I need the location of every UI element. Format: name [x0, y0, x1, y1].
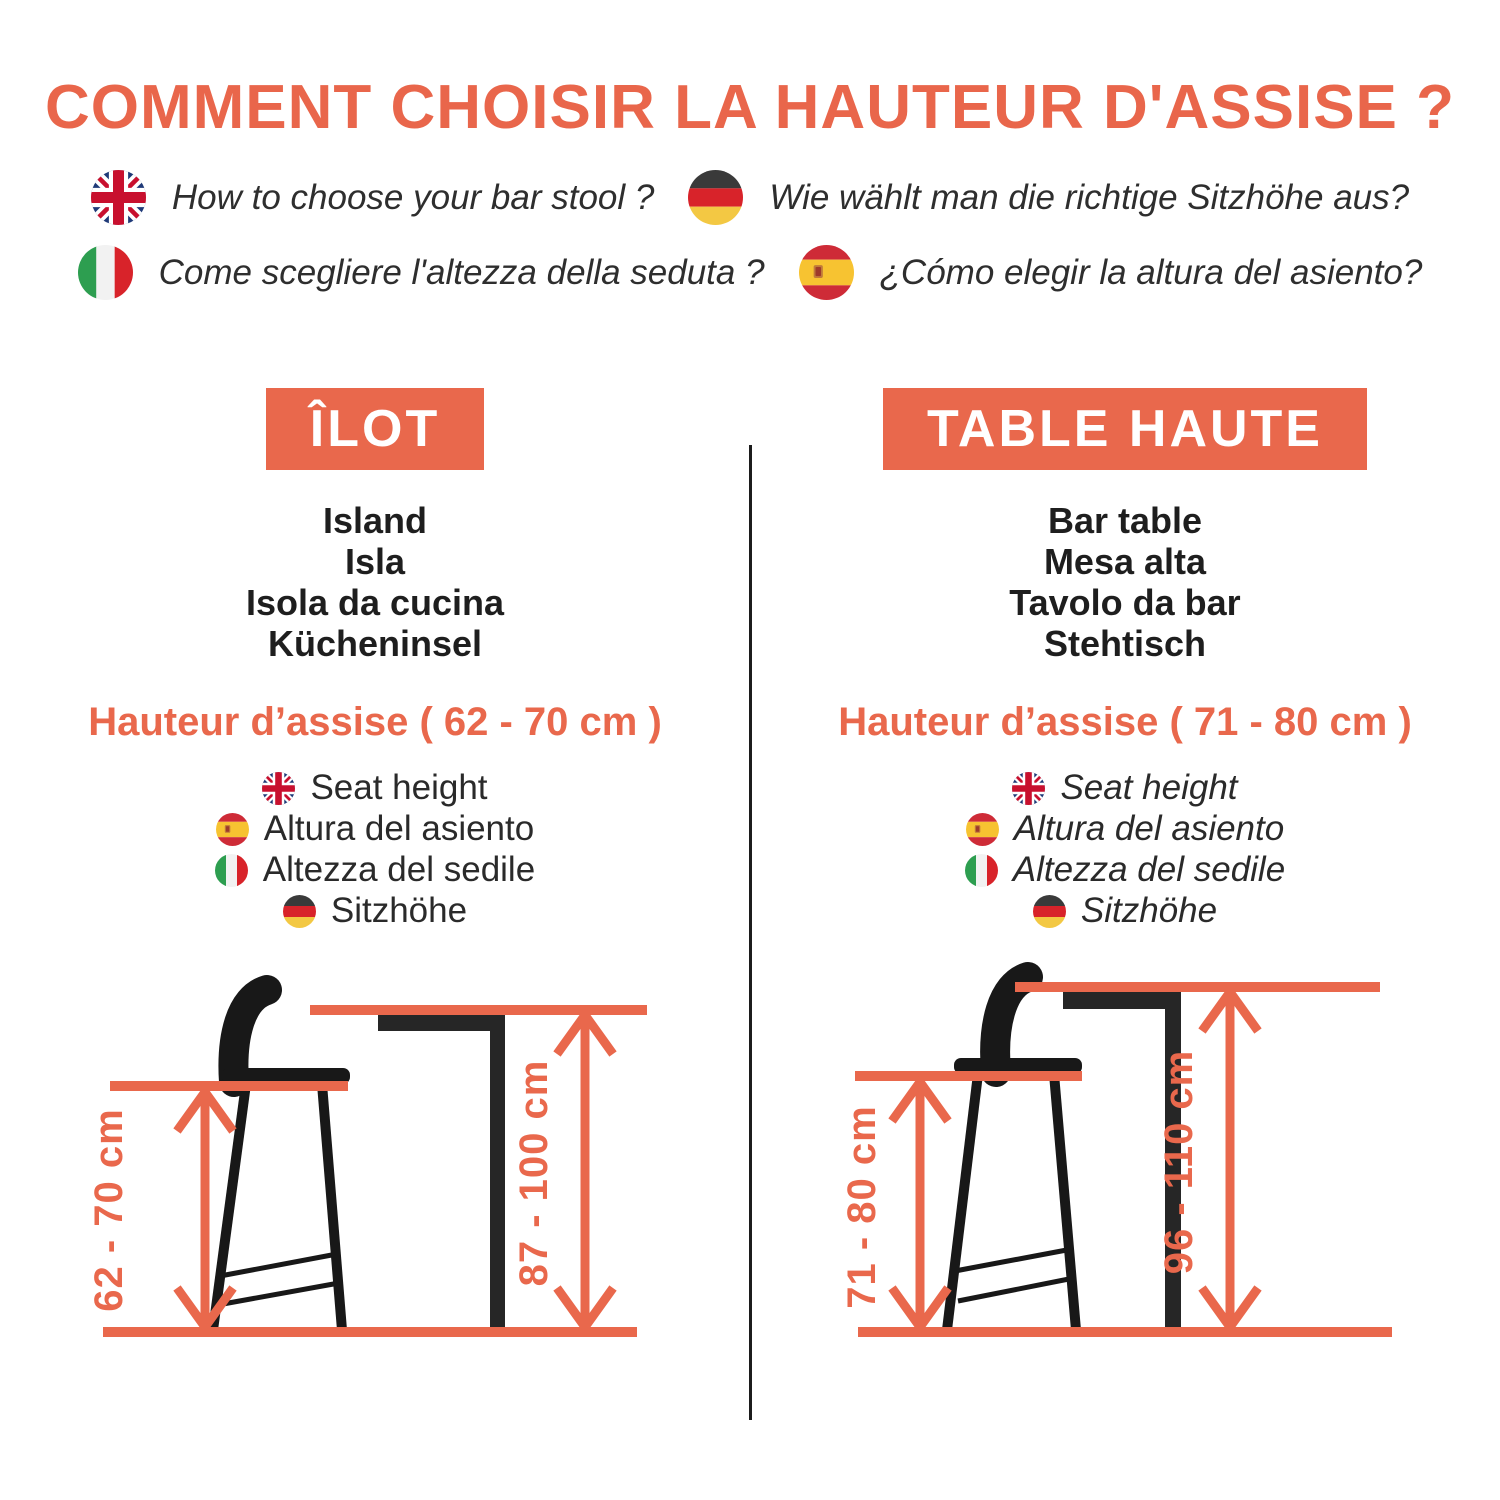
column-divider: [749, 445, 752, 1420]
column-table-haute: [750, 388, 1500, 928]
intro-text-english: How to choose your bar stool ?: [171, 177, 655, 217]
ilot-seat-height-label: Hauteur d’assise ( 62 - 70 cm ): [88, 700, 662, 744]
table-height-arrow: [557, 1015, 613, 1327]
table-haute-seat-height-label: Hauteur d’assise ( 71 - 80 cm ): [838, 700, 1412, 744]
ilot-table-range-label: 87 - 100 cm: [512, 1059, 556, 1287]
table-haute-translation-it: Tavolo da bar: [1009, 582, 1241, 623]
legend-text-de: Sitzhöhe: [1080, 891, 1218, 930]
intro-text-italian: Come scegliere l'altezza della seduta ?: [158, 252, 765, 292]
germany-flag-icon: [283, 895, 316, 928]
table-haute-translation-de: Stehtisch: [1043, 623, 1207, 664]
uk-flag-icon: [91, 170, 146, 225]
intro-text-german: Wie wählt man die richtige Sitzhöhe aus?: [769, 177, 1410, 217]
table-haute-translation-es: Mesa alta: [1043, 541, 1207, 582]
measure-lines: [855, 987, 1392, 1332]
italy-flag-icon: [78, 245, 133, 300]
legend-text-en: Seat height: [310, 768, 488, 807]
legend-text-de: Sitzhöhe: [330, 891, 468, 930]
intro-section: [0, 170, 1500, 300]
ilot-translation-es: Isla: [344, 541, 406, 582]
legend-row-it: [215, 850, 536, 889]
ilot-seat-range-label: 62 - 70 cm: [87, 1108, 131, 1312]
intro-row-2: [0, 245, 1500, 300]
ilot-translation-en: Island: [322, 500, 427, 541]
legend-row-en: [965, 768, 1285, 807]
table-silhouette: [378, 1015, 505, 1332]
spain-flag-icon: [799, 245, 854, 300]
italy-flag-icon: [965, 854, 998, 887]
measure-lines: [103, 1010, 647, 1332]
bar-stool-silhouette: [213, 990, 350, 1330]
legend-row-en: [215, 768, 535, 807]
uk-flag-icon: [1012, 772, 1045, 805]
ilot-translations: [246, 500, 504, 664]
uk-flag-icon: [262, 772, 295, 805]
intro-item-spanish: [799, 245, 1423, 300]
ilot-translation-it: Isola da cucina: [245, 582, 505, 623]
legend-text-it: Altezza del sedile: [1012, 850, 1286, 889]
spain-flag-icon: [216, 813, 249, 846]
legend-text-it: Altezza del sedile: [262, 850, 536, 889]
italy-flag-icon: [215, 854, 248, 887]
table-haute-legend: [965, 768, 1286, 930]
page-title: COMMENT CHOISIR LA HAUTEUR D'ASSISE ?: [44, 73, 1456, 142]
ilot-diagram: [70, 958, 690, 1350]
intro-item-italian: [78, 245, 765, 300]
legend-text-en: Seat height: [1060, 768, 1238, 807]
legend-text-es: Altura del asiento: [263, 809, 535, 848]
germany-flag-icon: [688, 170, 743, 225]
intro-item-english: [91, 170, 654, 225]
table-haute-translation-en: Bar table: [1047, 500, 1203, 541]
legend-row-it: [965, 850, 1286, 889]
intro-row-1: [0, 170, 1500, 225]
intro-item-german: [688, 170, 1409, 225]
ilot-legend: [215, 768, 536, 930]
table-haute-header: TABLE HAUTE: [883, 388, 1367, 470]
legend-text-es: Altura del asiento: [1013, 809, 1285, 848]
legend-row-es: [965, 809, 1285, 848]
legend-row-de: [215, 891, 535, 930]
legend-row-de: [965, 891, 1285, 930]
column-ilot: [0, 388, 750, 928]
table-haute-translations: [1009, 500, 1240, 664]
spain-flag-icon: [966, 813, 999, 846]
table-haute-diagram: [830, 955, 1470, 1352]
ilot-header: ÎLOT: [266, 388, 484, 470]
germany-flag-icon: [1033, 895, 1066, 928]
table-haute-seat-range-label: 71 - 80 cm: [840, 1105, 884, 1309]
table-height-arrow: [1202, 992, 1258, 1327]
ilot-translation-de: Kücheninsel: [267, 623, 483, 664]
intro-text-spanish: ¿Cómo elegir la altura del asiento?: [879, 252, 1423, 292]
bar-stool-silhouette: [947, 977, 1082, 1330]
legend-row-es: [215, 809, 535, 848]
seat-height-arrow: [892, 1082, 948, 1327]
table-haute-table-range-label: 96 - 110 cm: [1157, 1049, 1201, 1275]
